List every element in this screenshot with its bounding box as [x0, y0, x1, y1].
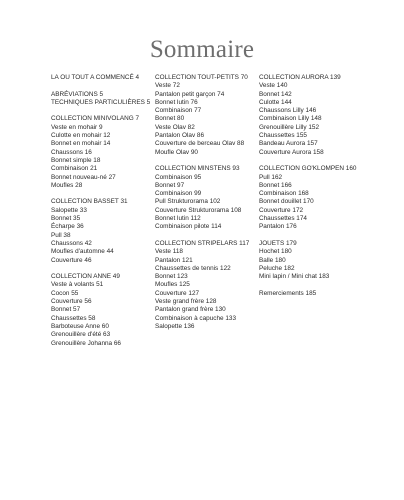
toc-entry: Salopette 33 — [51, 206, 87, 214]
toc-entry: Grenouillère Johanna 66 — [51, 339, 121, 347]
toc-entry: Culotte en mohair 12 — [51, 132, 111, 140]
toc-entry: Veste 118 — [155, 248, 183, 256]
toc-entry: Chaussettes 58 — [51, 314, 96, 322]
toc-section-heading: COLLECTION STRIPELARS 117 — [155, 239, 250, 247]
toc-section — [51, 91, 155, 108]
toc-entry: Balle 180 — [259, 256, 286, 264]
toc-column-1 — [51, 74, 155, 356]
toc-entry: Culotte 144 — [259, 98, 292, 106]
toc-entry: Bonnet 97 — [155, 181, 185, 189]
toc-entry: Couverture de berceau Olav 88 — [155, 140, 245, 148]
toc-section-heading: COLLECTION BASSET 31 — [51, 198, 128, 206]
toc-section — [259, 165, 363, 231]
toc-entry: Chaussettes 155 — [259, 132, 307, 140]
toc-entry: Bandeau Aurora 157 — [259, 140, 318, 148]
toc-section — [155, 74, 259, 157]
toc-section-heading: ABRÉVIATIONS 5 — [51, 90, 104, 98]
toc-section — [51, 74, 155, 82]
toc-section-heading: COLLECTION MINSTENS 93 — [155, 165, 240, 173]
toc-entry: Bonnet simple 18 — [51, 156, 101, 164]
toc-section-heading: Remerciements 185 — [259, 289, 317, 297]
toc-entry: Moufles d'automne 44 — [51, 248, 114, 256]
toc-entry: Couverture Aurora 158 — [259, 148, 324, 156]
toc-entry: Bonnet lutin 112 — [155, 215, 201, 223]
toc-section-heading: COLLECTION GO'KLOMPEN 160 — [259, 165, 357, 173]
toc-entry: Couverture Strukturorama 108 — [155, 206, 242, 214]
toc-entry: Combinaison 77 — [155, 107, 202, 115]
toc-entry: Grenouillère d'été 63 — [51, 331, 111, 339]
toc-entry: Pantalon 121 — [155, 256, 193, 264]
toc-entry: Combinaison 21 — [51, 165, 98, 173]
toc-entry: Moufle Olav 90 — [155, 148, 198, 156]
toc-column-3 — [259, 74, 363, 306]
toc-section-heading: COLLECTION MINIVOLANG 7 — [51, 115, 140, 123]
toc-entry: Hochet 180 — [259, 248, 292, 256]
toc-entry: Combinaison à capuche 133 — [155, 314, 237, 322]
toc-entry: Bonnet 35 — [51, 215, 81, 223]
toc-entry: Salopette 136 — [155, 322, 195, 330]
toc-entry: Pantalon petit garçon 74 — [155, 90, 225, 98]
toc-entry: Moufles 28 — [51, 181, 83, 189]
toc-entry: Cocon 55 — [51, 289, 79, 297]
toc-section-heading: JOUETS 179 — [259, 239, 297, 247]
toc-entry: Combinaison 95 — [155, 173, 202, 181]
toc-entry: Couverture 46 — [51, 256, 92, 264]
toc-entry: Bonnet 142 — [259, 90, 292, 98]
toc-entry: Barboteuse Anne 60 — [51, 322, 109, 330]
toc-entry: Veste Olav 82 — [155, 123, 195, 131]
toc-entry: Peluche 182 — [259, 264, 295, 272]
toc-entry: Bonnet 123 — [155, 273, 188, 281]
toc-entry: Veste 140 — [259, 82, 288, 90]
toc-entry: Bonnet 80 — [155, 115, 185, 123]
toc-entry: Veste en mohair 9 — [51, 123, 103, 131]
toc-entry: Pantalon 176 — [259, 223, 297, 231]
toc-entry: Moufles 125 — [155, 281, 190, 289]
toc-entry: Veste à volants 51 — [51, 281, 104, 289]
toc-entry: Couverture 56 — [51, 298, 92, 306]
toc-section — [155, 165, 259, 231]
toc-entry: Pantalon grand frère 130 — [155, 306, 226, 314]
page-title: Sommaire — [149, 36, 255, 63]
toc-section — [51, 273, 155, 348]
toc-entry: Combinaison 168 — [259, 190, 309, 198]
toc-section — [51, 198, 155, 264]
toc-entry: TECHNIQUES PARTICULIÈRES 5 — [51, 98, 151, 106]
toc-section-heading: LA OU TOUT A COMMENCÉ 4 — [51, 74, 140, 81]
toc-section — [155, 240, 259, 331]
toc-entry: Bonnet en mohair 14 — [51, 140, 111, 148]
toc-entry: Pull 162 — [259, 173, 283, 181]
toc-section — [51, 115, 155, 190]
toc-section-heading: COLLECTION AURORA 139 — [259, 74, 341, 81]
toc-entry: Écharpe 36 — [51, 223, 84, 231]
toc-entry: Pull Strukturorama 102 — [155, 198, 221, 206]
toc-entry: Chaussettes 174 — [259, 215, 307, 223]
toc-entry: Bonnet douillet 170 — [259, 198, 314, 206]
toc-entry: Grenouillère Lilly 152 — [259, 123, 320, 131]
toc-entry: Bonnet 57 — [51, 306, 81, 314]
toc-entry: Pull 38 — [51, 231, 71, 239]
toc-entry: Mini lapin / Mini chat 183 — [259, 273, 330, 281]
toc-section — [259, 74, 363, 157]
toc-section — [259, 240, 363, 281]
toc-entry: Chaussons Lilly 146 — [259, 107, 317, 115]
toc-entry: Veste grand frère 128 — [155, 298, 217, 306]
toc-section-heading: COLLECTION ANNE 49 — [51, 273, 120, 281]
toc-section — [259, 290, 363, 298]
toc-entry: Chaussons 16 — [51, 148, 92, 156]
toc-column-2 — [155, 74, 259, 340]
toc-entry: Bonnet lutin 76 — [155, 98, 198, 106]
toc-entry: Veste 72 — [155, 82, 180, 90]
toc-entry: Combinaison 99 — [155, 190, 202, 198]
toc-entry: Chaussons 42 — [51, 239, 92, 247]
toc-entry: Bonnet 166 — [259, 181, 292, 189]
toc-entry: Combinaison pilote 114 — [155, 223, 222, 231]
toc-entry: Couverture 172 — [259, 206, 304, 214]
toc-section-heading: COLLECTION TOUT-PETITS 70 — [155, 74, 248, 81]
toc-entry: Couverture 127 — [155, 289, 200, 297]
toc-entry: Chaussettes de tennis 122 — [155, 264, 231, 272]
toc-entry: Combinaison Lilly 148 — [259, 115, 322, 123]
toc-entry: Bonnet nouveau-né 27 — [51, 173, 116, 181]
toc-entry: Pantalon Olav 86 — [155, 132, 205, 140]
